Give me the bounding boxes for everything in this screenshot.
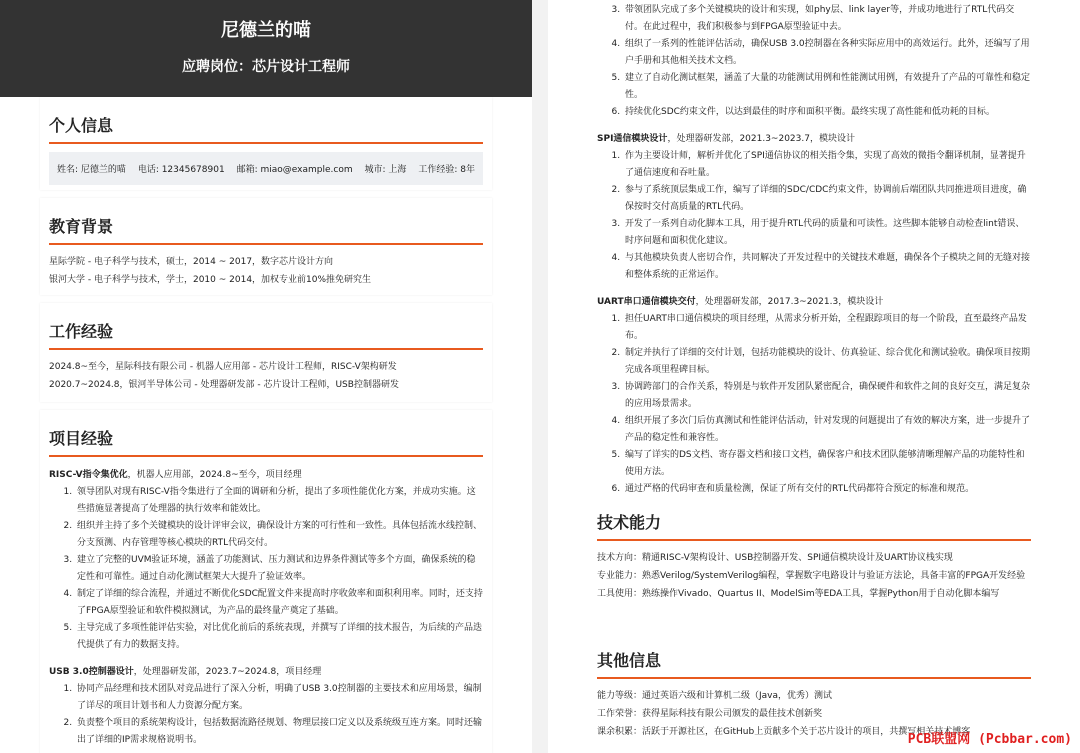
project-heading (588, 121, 1040, 148)
project-point: 3. 带领团队完成了多个关键模块的设计和实现，如phy层、link layer等，并成功地进行了RTL代码交付。在此过程中，我们积极参与到FPGA原型验证中去。 (623, 2, 1031, 36)
section-projects (40, 410, 492, 753)
section-title-skills: 技术能力 (597, 513, 662, 532)
applied-position: 应聘岗位：芯片设计工程师 (182, 59, 350, 75)
resume-page-left (0, 0, 532, 753)
project-point: 1. 担任UART串口通信模块的项目经理，从需求分析开始，全程跟踪项目的每一个阶段，直至最终产品发布。 (623, 311, 1031, 345)
project-point: 1. 作为主要设计师，解析并优化了SPI通信协议的相关指令集，实现了高效的微指令翻译机制，显著提升了通信速度和吞吐量。 (623, 148, 1031, 182)
work-item: 2024.8~至今，星际科技有限公司 - 机器人应用部 - 芯片设计工程师，RISC-V架构研发 (49, 362, 397, 372)
work-item: 2020.7~2024.8，银河半导体公司 - 处理器研发部 - 芯片设计工程师，USB控制器研发 (49, 380, 399, 390)
project-point: 5. 主导完成了多项性能评估实验，对比优化前后的系统表现，并撰写了详细的技术报告，为后续的产品迭代提供了有力的数据支持。 (75, 620, 483, 654)
project-point: 2. 负责整个项目的系统架构设计，包括数据流路径规划、物理层接口定义以及系统级互连方案。同时还输出了详细的IP需求规格说明书。 (75, 715, 483, 749)
section-title-other: 其他信息 (597, 651, 662, 670)
education-item: 银河大学 - 电子科学与技术，学士，2010 ~ 2014，加权专业前10%推免研究生 (49, 275, 372, 285)
section-personal (40, 97, 492, 190)
project-point: 4. 与其他模块负责人密切合作，共同解决了开发过程中的关键技术难题，确保各个子模块之间的无缝对接和整体系统的正常运作。 (623, 250, 1031, 284)
project-heading (588, 284, 1040, 311)
project-points (40, 681, 492, 749)
other-item: 课余积累：活跃于开源社区，在GitHub上贡献多个关于芯片设计的项目，共撰写相关技术博客 (597, 727, 971, 737)
info-experience: 工作经验: 8年 (418, 165, 475, 175)
project-point: 4. 组织开展了多次门后仿真测试和性能评估活动，针对发现的问题提出了有效的解决方案，进一步提升了产品的稳定性和兼容性。 (623, 413, 1031, 447)
project-name: USB 3.0控制器设计 (49, 667, 134, 677)
project-point: 5. 建立了自动化测试框架，涵盖了大量的功能测试用例和性能测试用例，有效提升了产品的可靠性和稳定性。 (623, 70, 1031, 104)
site-watermark: PCB联盟网 (Pcbbar.com) (907, 732, 1072, 747)
project-point: 2. 组织并主持了多个关键模块的设计评审会议，确保设计方案的可行性和一致性。具体包括流水线控制、分支预测、内存管理等核心模块的RTL代码交付。 (75, 518, 483, 552)
section-divider (49, 142, 483, 144)
project-name: SPI通信模块设计 (597, 134, 668, 144)
project-name: RISC-V指令集优化 (49, 470, 128, 480)
project-heading (40, 457, 492, 484)
project-point: 1. 协同产品经理和技术团队对竞品进行了深入分析，明确了USB 3.0控制器的主要技术和应用场景，编制了详尽的项目计划书和人力资源分配方案。 (75, 681, 483, 715)
section-projects-continued (588, 0, 1040, 494)
project-meta: ，处理器研发部，2021.3~2023.7，模块设计 (667, 134, 855, 144)
project-points (588, 0, 1040, 121)
project-point: 4. 制定了详细的综合流程，并通过不断优化SDC配置文件来提高时序收敛率和面积利用率。同时，还支持了FPGA原型验证和软件模拟测试，为产品的最终量产奠定了基础。 (75, 586, 483, 620)
skill-item: 技术方向：精通RISC-V架构设计、USB控制器开发、SPI通信模块设计及UART协议栈实现 (597, 553, 953, 563)
project-point: 3. 开发了一系列自动化脚本工具，用于提升RTL代码的质量和可读性。这些脚本能够自动检查lint错误、时序问题和面积优化建议。 (623, 216, 1031, 250)
section-title-work: 工作经验 (49, 322, 114, 341)
section-title-education: 教育背景 (49, 217, 114, 236)
section-title-projects: 项目经验 (49, 429, 114, 448)
info-name: 姓名: 尼德兰的喵 (57, 165, 126, 175)
section-skills (588, 494, 1040, 616)
section-education (40, 198, 492, 295)
info-phone: 电话: 12345678901 (137, 165, 225, 175)
skill-item: 专业能力：熟悉Verilog/SystemVerilog编程，掌握数字电路设计与验证方法论，具备丰富的FPGA开发经验 (597, 571, 1026, 581)
section-work (40, 303, 492, 402)
project-points (588, 148, 1040, 284)
project-point: 1. 领导团队对现有RISC-V指令集进行了全面的调研和分析，提出了多项性能优化方案，并成功实施。这些措施显著提高了处理器的执行效率和能效比。 (75, 484, 483, 518)
project-point: 6. 通过严格的代码审查和质量检测，保证了所有交付的RTL代码都符合预定的标准和规范。 (623, 481, 1031, 498)
project-heading (40, 654, 492, 681)
skill-item: 工具使用：熟练操作Vivado、Quartus II、ModelSim等EDA工具，掌握Python用于自动化脚本编写 (597, 589, 1000, 599)
project-meta: ，处理器研发部，2023.7~2024.8，项目经理 (133, 667, 322, 677)
project-point: 3. 协调跨部门的合作关系，特别是与软件开发团队紧密配合，确保硬件和软件之间的良好交互，满足复杂的应用场景需求。 (623, 379, 1031, 413)
project-meta: ，处理器研发部，2017.3~2021.3，模块设计 (695, 297, 884, 307)
project-name: UART串口通信模块交付 (597, 297, 696, 307)
info-city: 城市: 上海 (364, 165, 407, 175)
project-point: 6. 持续优化SDC约束文件，以达到最佳的时序和面积平衡。最终实现了高性能和低功耗的目标。 (623, 104, 1031, 121)
section-title-personal: 个人信息 (49, 116, 114, 135)
other-item: 工作荣誉：获得星际科技有限公司颁发的最佳技术创新奖 (597, 709, 823, 719)
resume-header (0, 0, 532, 97)
project-points (588, 311, 1040, 498)
project-meta: ，机器人应用部，2024.8~至今，项目经理 (127, 470, 302, 480)
resume-page-right (548, 0, 1080, 753)
info-email: 邮箱: miao@example.com (236, 165, 353, 175)
project-point: 3. 建立了完整的UVM验证环境，涵盖了功能测试、压力测试和边界条件测试等多个方面，确保系统的稳定性和可靠性。通过自动化测试框架大大提升了验证效率。 (75, 552, 483, 586)
education-item: 星际学院 - 电子科学与技术，硕士，2014 ~ 2017，数字芯片设计方向 (49, 257, 334, 267)
project-point: 2. 制定并执行了详细的交付计划，包括功能模块的设计、仿真验证、综合优化和测试验收。确保项目按期完成各项里程碑目标。 (623, 345, 1031, 379)
other-item: 能力等级：通过英语六级和计算机二级（Java，优秀）测试 (597, 691, 833, 701)
candidate-name: 尼德兰的喵 (221, 20, 311, 41)
project-points (40, 484, 492, 654)
project-point: 4. 组织了一系列的性能评估活动，确保USB 3.0控制器在各种实际应用中的高效运行。此外，还编写了用户手册和其他相关技术文档。 (623, 36, 1031, 70)
personal-info-box (49, 152, 483, 185)
project-point: 2. 参与了系统顶层集成工作，编写了详细的SDC/CDC约束文件，协调前后端团队共同推进项目进度，确保按时交付高质量的RTL代码。 (623, 182, 1031, 216)
project-point: 5. 编写了详实的DS文档、寄存器文档和接口文档，确保客户和技术团队能够清晰理解产品的功能特性和使用方法。 (623, 447, 1031, 481)
